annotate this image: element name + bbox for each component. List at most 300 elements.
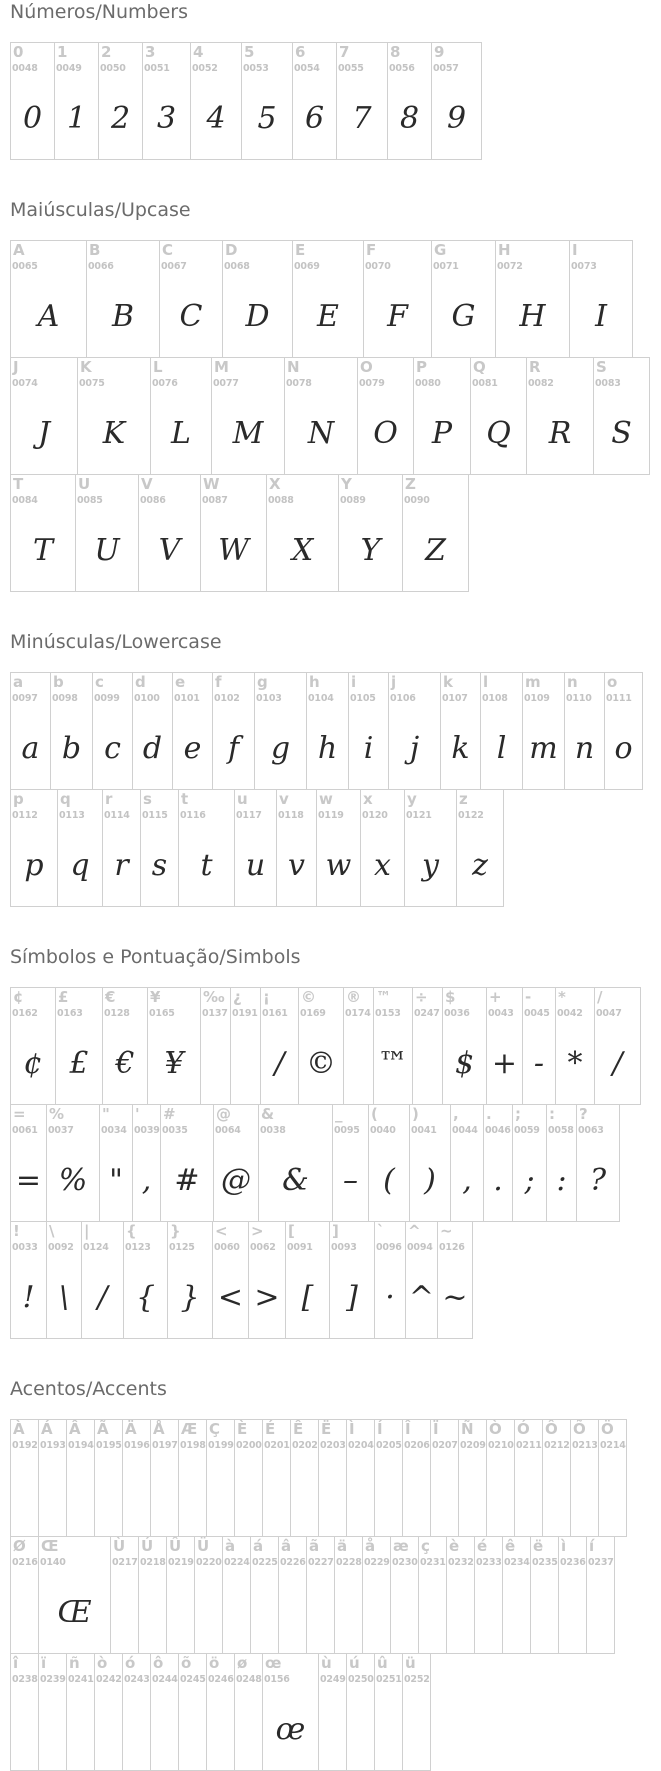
- section-title: Símbolos e Pontuação/Simbols: [10, 946, 301, 968]
- glyph-sample: {: [135, 1280, 156, 1315]
- glyph-cell: [77, 357, 151, 475]
- char-code-label: 0036: [444, 1008, 470, 1019]
- character-label: ú: [349, 1654, 360, 1672]
- char-code-label: 0230: [392, 1557, 418, 1568]
- character-label: Ö: [601, 1420, 614, 1438]
- glyph-cell: [178, 1653, 207, 1771]
- character-label: E: [295, 241, 306, 259]
- char-code-label: 0247: [414, 1008, 440, 1019]
- glyph-cell: [110, 1536, 139, 1654]
- glyph-cell: [10, 1653, 39, 1771]
- glyph-cell: [132, 1104, 161, 1222]
- glyph-cell: [458, 1419, 487, 1537]
- glyph-sample: ™: [378, 1046, 408, 1081]
- character-label: Ô: [545, 1420, 558, 1438]
- glyph-cell: [555, 987, 595, 1105]
- glyph-sample: €: [115, 1046, 135, 1081]
- character-label: É: [265, 1420, 276, 1438]
- glyph-cell: [50, 672, 93, 790]
- character-label: :: [549, 1105, 555, 1123]
- character-label: N: [287, 358, 300, 376]
- glyph-sample: .: [493, 1163, 503, 1198]
- char-code-label: 0118: [278, 810, 304, 821]
- character-label: à: [225, 1537, 236, 1555]
- glyph-sample: o: [614, 731, 633, 766]
- char-code-label: 0060: [214, 1242, 240, 1253]
- character-label: d: [135, 673, 146, 691]
- glyph-sample: c: [104, 731, 121, 766]
- glyph-sample: r: [114, 848, 129, 883]
- glyph-sample: ]: [346, 1280, 358, 1315]
- character-label: ô: [153, 1654, 164, 1672]
- glyph-sample: ¥: [164, 1046, 184, 1081]
- glyph-cell: [450, 1104, 484, 1222]
- glyph-cell: [132, 672, 173, 790]
- glyph-cell: [94, 1419, 123, 1537]
- character-label: ø: [237, 1654, 248, 1672]
- character-label: î: [13, 1654, 19, 1672]
- glyph-cell: [290, 1419, 319, 1537]
- character-label: Ã: [97, 1420, 109, 1438]
- glyph-sample: u: [245, 848, 266, 883]
- glyph-sample: \: [58, 1280, 70, 1315]
- glyph-cell: [576, 1104, 620, 1222]
- character-label: A: [13, 241, 25, 259]
- char-code-label: 0220: [196, 1557, 222, 1568]
- character-label: ): [412, 1105, 419, 1123]
- character-label: ]: [332, 1222, 339, 1240]
- character-label: u: [237, 790, 248, 808]
- glyph-cell: [94, 1653, 123, 1771]
- char-code-label: 0064: [215, 1125, 241, 1136]
- character-label: Æ: [181, 1420, 198, 1438]
- glyph-sample: /: [274, 1046, 285, 1081]
- glyph-sample: B: [111, 299, 135, 334]
- glyph-sample: @: [221, 1163, 251, 1198]
- character-label: Õ: [573, 1420, 586, 1438]
- char-code-label: 0226: [280, 1557, 306, 1568]
- char-code-label: 0050: [100, 63, 126, 74]
- glyph-cell: [178, 789, 235, 907]
- glyph-sample: 2: [110, 101, 131, 136]
- glyph-sample: F: [387, 299, 408, 334]
- character-label: X: [269, 475, 281, 493]
- char-code-label: 0088: [268, 495, 294, 506]
- glyph-cell: [318, 1653, 347, 1771]
- character-label: â: [281, 1537, 292, 1555]
- character-label: ‰: [203, 988, 225, 1006]
- char-code-label: 0108: [482, 693, 508, 704]
- char-code-label: 0035: [162, 1125, 188, 1136]
- glyph-cell: [194, 1536, 223, 1654]
- glyph-cell: [10, 672, 51, 790]
- glyph-sample: 8: [399, 101, 420, 136]
- char-code-label: 0224: [224, 1557, 250, 1568]
- glyph-cell: [262, 1653, 319, 1771]
- character-label: V: [141, 475, 153, 493]
- glyph-cell: [160, 1104, 214, 1222]
- character-label: {: [126, 1222, 137, 1240]
- glyph-cell: [262, 1419, 291, 1537]
- char-code-label: 0103: [256, 693, 282, 704]
- glyph-cell: [346, 1653, 375, 1771]
- glyph-cell: [276, 789, 317, 907]
- glyph-cell: [486, 1419, 515, 1537]
- char-code-label: 0052: [192, 63, 218, 74]
- char-code-label: 0104: [308, 693, 334, 704]
- character-label: C: [162, 241, 174, 259]
- char-code-label: 0105: [350, 693, 376, 704]
- character-label: Ø: [13, 1537, 26, 1555]
- character-label: œ: [265, 1654, 282, 1672]
- character-label: Å: [153, 1420, 165, 1438]
- char-code-label: 0067: [161, 261, 187, 272]
- character-label: ;: [515, 1105, 521, 1123]
- character-label: $: [445, 988, 456, 1006]
- char-code-label: 0202: [292, 1440, 318, 1451]
- glyph-sample: 7: [352, 101, 372, 136]
- glyph-cell: [318, 1419, 347, 1537]
- glyph-cell: [102, 789, 141, 907]
- char-code-label: 0090: [404, 495, 430, 506]
- character-label: Ë: [321, 1420, 332, 1438]
- glyph-sample: X: [291, 533, 314, 568]
- char-code-label: 0066: [88, 261, 114, 272]
- glyph-sample: ": [109, 1163, 123, 1198]
- glyph-cell: [248, 1221, 286, 1339]
- glyph-cell: [446, 1536, 475, 1654]
- character-label: K: [80, 358, 92, 376]
- char-code-label: 0068: [224, 261, 250, 272]
- char-code-label: 0048: [12, 63, 38, 74]
- glyph-cell: [230, 987, 261, 1105]
- character-label: È: [237, 1420, 248, 1438]
- char-code-label: 0194: [68, 1440, 94, 1451]
- char-code-label: 0219: [168, 1557, 194, 1568]
- char-code-label: 0197: [152, 1440, 178, 1451]
- glyph-cell: [470, 357, 527, 475]
- character-label: ë: [533, 1537, 544, 1555]
- character-label: x: [363, 790, 373, 808]
- character-label: Z: [405, 475, 416, 493]
- char-code-label: 0102: [214, 693, 240, 704]
- glyph-cell: [546, 1104, 577, 1222]
- char-code-label: 0097: [12, 693, 38, 704]
- char-code-label: 0161: [262, 1008, 288, 1019]
- char-code-label: 0126: [439, 1242, 465, 1253]
- char-code-label: 0209: [460, 1440, 486, 1451]
- char-code-label: 0113: [59, 810, 85, 821]
- char-code-label: 0213: [572, 1440, 598, 1451]
- char-code-label: 0212: [544, 1440, 570, 1451]
- glyph-cell: [593, 357, 650, 475]
- glyph-sample: 0: [22, 101, 43, 136]
- glyph-sample: W: [218, 533, 249, 568]
- glyph-cell: [522, 987, 556, 1105]
- character-label: p: [13, 790, 24, 808]
- glyph-cell: [150, 357, 212, 475]
- glyph-sample: D: [245, 299, 270, 334]
- char-code-label: 0124: [83, 1242, 109, 1253]
- character-label: -: [525, 988, 532, 1006]
- glyph-sample: H: [519, 299, 546, 334]
- character-label: S: [596, 358, 607, 376]
- glyph-sample: &: [282, 1163, 309, 1198]
- character-label: £: [58, 988, 69, 1006]
- char-code-label: 0117: [236, 810, 262, 821]
- character-label: Y: [341, 475, 352, 493]
- glyph-cell: [213, 1104, 259, 1222]
- glyph-cell: [10, 1536, 39, 1654]
- glyph-sample: –: [343, 1163, 358, 1198]
- glyph-cell: [298, 987, 344, 1105]
- character-label: ': [135, 1105, 140, 1123]
- char-code-label: 0201: [264, 1440, 290, 1451]
- glyph-cell: [570, 1419, 599, 1537]
- character-label: M: [214, 358, 229, 376]
- character-label: ^: [408, 1222, 421, 1240]
- glyph-cell: [10, 1104, 47, 1222]
- glyph-sample: Œ: [57, 1595, 92, 1630]
- glyph-cell: [102, 987, 148, 1105]
- char-code-label: 0227: [308, 1557, 334, 1568]
- character-label: ï: [41, 1654, 47, 1672]
- character-label: L: [153, 358, 163, 376]
- glyph-cell: [166, 1536, 195, 1654]
- glyph-cell: [222, 240, 293, 358]
- glyph-cell: [388, 672, 441, 790]
- glyph-cell: [480, 672, 523, 790]
- glyph-cell: [212, 1221, 249, 1339]
- section-title: Números/Numbers: [10, 1, 188, 23]
- glyph-cell: [402, 474, 469, 592]
- char-code-label: 0123: [125, 1242, 151, 1253]
- char-code-label: 0046: [485, 1125, 511, 1136]
- character-label: å: [365, 1537, 376, 1555]
- glyph-sample: +: [491, 1046, 518, 1081]
- glyph-cell: [409, 1104, 451, 1222]
- character-label: 2: [101, 43, 112, 61]
- glyph-cell: [258, 1104, 333, 1222]
- glyph-cell: [530, 1536, 559, 1654]
- glyph-cell: [200, 474, 267, 592]
- char-code-label: 0045: [524, 1008, 550, 1019]
- char-code-label: 0065: [12, 261, 38, 272]
- character-label: Á: [41, 1420, 53, 1438]
- char-code-label: 0069: [294, 261, 320, 272]
- glyph-sample: C: [179, 299, 203, 334]
- glyph-sample: A: [37, 299, 60, 334]
- glyph-cell: [413, 357, 471, 475]
- glyph-cell: [343, 987, 374, 1105]
- glyph-sample: U: [94, 533, 120, 568]
- character-label: T: [13, 475, 24, 493]
- character-label: (: [371, 1105, 378, 1123]
- glyph-sample: i: [363, 731, 374, 766]
- glyph-sample: #: [174, 1163, 200, 1198]
- character-label: U: [78, 475, 91, 493]
- char-code-label: 0084: [12, 495, 38, 506]
- glyph-cell: [250, 1536, 279, 1654]
- char-code-label: 0162: [12, 1008, 38, 1019]
- glyph-sample: 5: [257, 101, 277, 136]
- character-label: !: [13, 1222, 20, 1240]
- char-code-label: 0225: [252, 1557, 278, 1568]
- char-code-label: 0156: [264, 1674, 290, 1685]
- glyph-cell: [486, 987, 523, 1105]
- character-label: ñ: [69, 1654, 80, 1672]
- character-label: ¿: [233, 988, 242, 1006]
- character-label: h: [309, 673, 320, 691]
- glyph-cell: [10, 987, 56, 1105]
- character-label: 9: [434, 43, 445, 61]
- char-code-label: 0203: [320, 1440, 346, 1451]
- character-label: Ú: [141, 1537, 154, 1555]
- character-label: b: [53, 673, 64, 691]
- character-label: .: [486, 1105, 492, 1123]
- char-code-label: 0252: [404, 1674, 430, 1685]
- glyph-cell: [54, 42, 99, 160]
- character-label: Ç: [209, 1420, 221, 1438]
- char-code-label: 0243: [124, 1674, 150, 1685]
- char-code-label: 0034: [101, 1125, 127, 1136]
- char-code-label: 0039: [134, 1125, 160, 1136]
- glyph-cell: [440, 672, 481, 790]
- glyph-sample: $: [454, 1046, 475, 1081]
- glyph-cell: [159, 240, 223, 358]
- glyph-sample: 6: [304, 101, 325, 136]
- character-label: ÷: [415, 988, 428, 1006]
- glyph-cell: [123, 1221, 168, 1339]
- char-code-label: 0087: [202, 495, 228, 506]
- character-label: ¡: [263, 988, 270, 1006]
- glyph-cell: [569, 240, 633, 358]
- glyph-sample: [: [301, 1280, 314, 1315]
- glyph-cell: [402, 1419, 431, 1537]
- char-code-label: 0206: [404, 1440, 430, 1451]
- char-code-label: 0245: [180, 1674, 206, 1685]
- glyph-cell: [278, 1536, 307, 1654]
- character-label: e: [175, 673, 186, 691]
- char-code-label: 0249: [320, 1674, 346, 1685]
- glyph-sample: v: [288, 848, 305, 883]
- glyph-sample: q: [70, 848, 90, 883]
- glyph-cell: [402, 1653, 431, 1771]
- glyph-cell: [442, 987, 487, 1105]
- glyph-cell: [390, 1536, 419, 1654]
- char-code-label: 0238: [12, 1674, 38, 1685]
- glyph-cell: [374, 1653, 403, 1771]
- character-label: 7: [339, 43, 350, 61]
- glyph-cell: [412, 987, 443, 1105]
- glyph-sample: ): [424, 1163, 436, 1198]
- glyph-cell: [502, 1536, 531, 1654]
- glyph-cell: [138, 1536, 167, 1654]
- character-label: i: [351, 673, 357, 691]
- character-label: }: [170, 1222, 181, 1240]
- char-code-label: 0217: [112, 1557, 138, 1568]
- character-label: n: [567, 673, 578, 691]
- section-title: Acentos/Accents: [10, 1378, 167, 1400]
- glyph-sample: 4: [206, 101, 226, 136]
- character-label: W: [203, 475, 220, 493]
- char-code-label: 0071: [433, 261, 459, 272]
- character-label: k: [443, 673, 453, 691]
- character-label: Ó: [517, 1420, 530, 1438]
- character-label: á: [253, 1537, 264, 1555]
- character-label: Ä: [125, 1420, 137, 1438]
- glyph-cell: [150, 1419, 179, 1537]
- character-label: Ì: [349, 1420, 355, 1438]
- glyph-cell: [526, 357, 594, 475]
- glyph-sample: =: [15, 1163, 42, 1198]
- glyph-sample: h: [317, 731, 338, 766]
- character-label: ©: [301, 988, 316, 1006]
- char-code-label: 0210: [488, 1440, 514, 1451]
- glyph-cell: [190, 42, 242, 160]
- glyph-sample: /: [97, 1280, 108, 1315]
- char-code-label: 0083: [595, 378, 621, 389]
- glyph-sample: K: [102, 416, 126, 451]
- character-label: ì: [561, 1537, 567, 1555]
- glyph-sample: 9: [446, 101, 467, 136]
- character-label: g: [257, 673, 268, 691]
- char-code-label: 0174: [345, 1008, 371, 1019]
- glyph-cell: [10, 789, 58, 907]
- glyph-cell: [456, 789, 504, 907]
- character-label: ¢: [13, 988, 24, 1006]
- glyph-cell: [374, 1419, 403, 1537]
- glyph-sample: O: [373, 416, 398, 451]
- character-label: í: [589, 1537, 595, 1555]
- char-code-label: 0086: [140, 495, 166, 506]
- char-code-label: 0205: [376, 1440, 402, 1451]
- glyph-sample: <: [217, 1280, 244, 1315]
- glyph-cell: [346, 1419, 375, 1537]
- glyph-cell: [142, 42, 191, 160]
- glyph-cell: [329, 1221, 375, 1339]
- glyph-cell: [212, 672, 255, 790]
- glyph-cell: [316, 789, 361, 907]
- char-code-label: 0100: [134, 693, 160, 704]
- glyph-cell: [206, 1653, 235, 1771]
- glyph-cell: [222, 1536, 251, 1654]
- glyph-cell: [66, 1419, 95, 1537]
- character-label: Î: [405, 1420, 411, 1438]
- character-label: 8: [390, 43, 401, 61]
- glyph-sample: P: [431, 416, 453, 451]
- glyph-cell: [92, 672, 133, 790]
- char-code-label: 0137: [202, 1008, 228, 1019]
- glyph-sample: (: [383, 1163, 395, 1198]
- char-code-label: 0079: [359, 378, 385, 389]
- glyph-cell: [10, 240, 87, 358]
- char-code-label: 0054: [294, 63, 320, 74]
- character-label: 3: [145, 43, 156, 61]
- glyph-cell: [150, 1653, 179, 1771]
- char-code-label: 0096: [376, 1242, 402, 1253]
- glyph-cell: [122, 1653, 151, 1771]
- character-label: ã: [309, 1537, 320, 1555]
- character-label: ¥: [150, 988, 161, 1006]
- glyph-cell: [234, 1419, 263, 1537]
- glyph-cell: [418, 1536, 447, 1654]
- character-label: ®: [346, 988, 361, 1006]
- char-code-label: 0053: [243, 63, 269, 74]
- char-code-label: 0218: [140, 1557, 166, 1568]
- char-code-label: 0037: [48, 1125, 74, 1136]
- glyph-sample: ·: [385, 1280, 395, 1315]
